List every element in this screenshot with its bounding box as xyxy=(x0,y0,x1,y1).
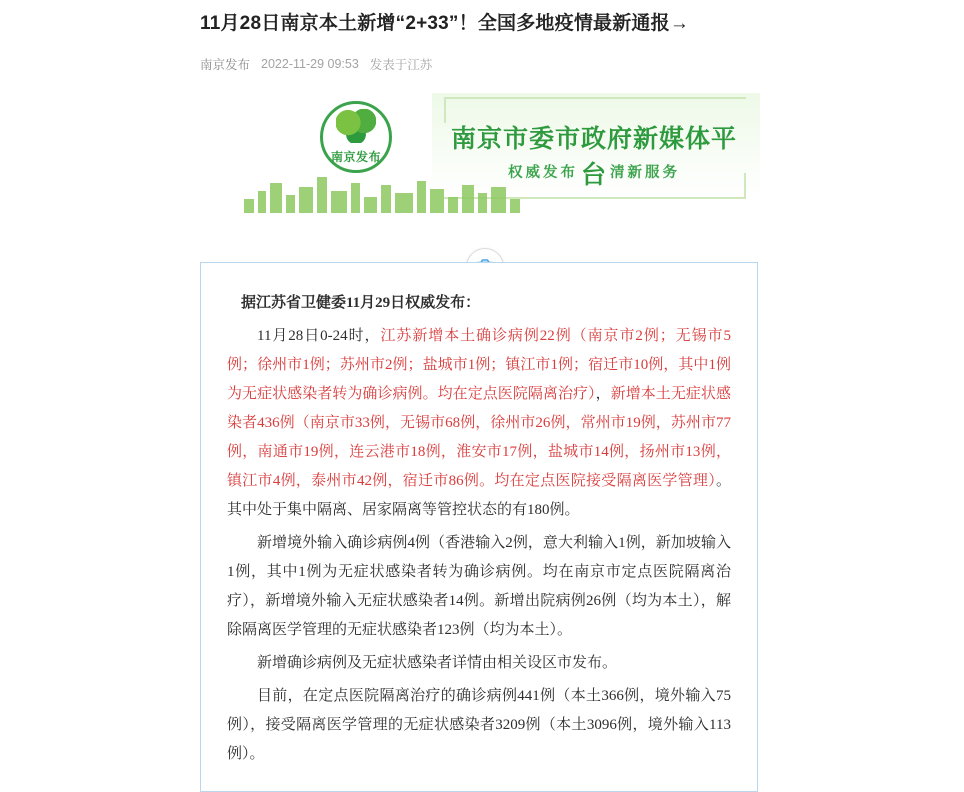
article-body xyxy=(200,0,760,233)
notice-text-segment: 新增确诊病例及无症状感染者详情由相关设区市发布。 xyxy=(257,655,618,671)
notice-text-segment: 新增本土无症状感染者436例（南京市33例，无锡市68例，徐州市26例，常州市19例，苏州市77例，南通市19例，连云港市18例，淮安市17例，盐城市14例，扬州市13例，镇江市4例，泰州市42例，宿迁市86例。均在定点医院接受隔离医学管理） xyxy=(227,386,731,489)
page-title: 11月28日南京本土新增“2+33”！全国多地疫情最新通报→ xyxy=(200,13,690,34)
notice-paragraph xyxy=(227,322,731,525)
notice-text-segment: 江苏新增本土确诊病例22例（南京市2例；无锡市5例；徐州市1例；苏州市2例；盐城市1例；镇江市1例；宿迁市10例，其中1例为无症状感染者转为确诊病例。均在定点医院隔离治疗） xyxy=(227,328,731,402)
banner-image xyxy=(200,93,760,233)
banner-sub-right: 清新服务 xyxy=(610,165,681,181)
notice-text-segment: 11月28日0-24时， xyxy=(257,328,381,344)
skyline-graphic xyxy=(240,171,530,213)
meta-account[interactable]: 南京发布 xyxy=(200,58,251,72)
article-meta xyxy=(200,55,760,73)
meta-location: 发表于江苏 xyxy=(369,58,433,72)
notice-paragraphs xyxy=(227,322,731,769)
leaf-icon xyxy=(336,109,376,143)
notice-text-segment: 。其中处于集中隔离、居家隔离等管控状态的有180例。 xyxy=(227,473,731,518)
meta-date: 2022-11-29 09:53 xyxy=(261,57,359,71)
notice-text-segment: 新增境外输入确诊病例4例（香港输入2例，意大利输入1例，新加坡输入1例，其中1例为无症状感染者转为确诊病例。均在南京市定点医院隔离治疗），新增境外输入无症状感染者14例。新增出院病例26例（均为本土），解除隔离医学管理的无症状感染者123例（均为本土）。 xyxy=(227,535,731,638)
notice-content-box xyxy=(200,262,758,792)
notice-paragraph xyxy=(227,682,731,769)
notice-paragraph xyxy=(227,649,731,678)
notice-text-segment: ， xyxy=(595,386,611,402)
logo-text: 南京发布 xyxy=(330,150,381,164)
notice-text-segment: 目前，在定点医院隔离治疗的确诊病例441例（本土366例，境外输入75例），接受隔离医学管理的无症状感染者3209例（本土3096例，境外输入113例）。 xyxy=(227,688,731,762)
notice-lead: 据江苏省卫健委11月29日权威发布： xyxy=(241,295,481,311)
banner-main-text: 南京市委市政府新媒体平台 xyxy=(450,126,737,189)
banner-sub-left: 权威发布 xyxy=(507,165,578,181)
notice-paragraph xyxy=(227,529,731,645)
